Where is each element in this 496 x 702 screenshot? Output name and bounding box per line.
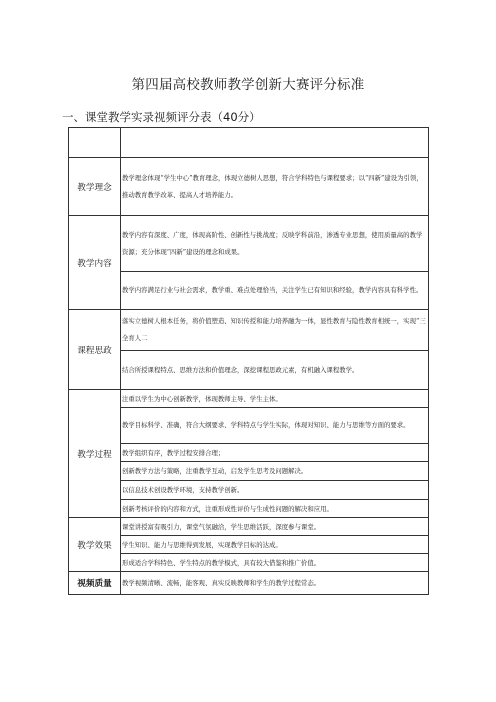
criteria-cell: 教学目标科学、准确，符合大纲要求、学科特点与学生实际，体现对知识、能力与思维等方面的要求。	[121, 408, 429, 444]
table-row	[69, 518, 429, 536]
criteria-cell: 教学内容满足行业与社会需求，教学重、难点处理恰当，关注学生已有知识和经验，教学内容具有科学性。	[121, 272, 429, 310]
section-title: 一、课堂教学实录视频评分表（40分）	[62, 110, 261, 124]
criteria-cell: 形成适合学科特色、学生特点的教学模式，具有较大借鉴和推广价值。	[121, 554, 429, 572]
category-cell: 教学效果	[69, 518, 121, 572]
criteria-cell: 教学视频清晰、流畅，能客观、真实反映教师和学生的教学过程常态。	[121, 572, 429, 595]
criteria-cell: 学生知识、能力与思维得到发展，实现教学目标的达成。	[121, 536, 429, 554]
table-row	[69, 444, 429, 462]
criteria-cell: 教学组织有序，教学过程安排合理；	[121, 444, 429, 462]
criteria-cell: 教学理念体现“学生中心”教育理念，体现立德树人思想，符合学科特色与课程要求；以“四新”建设为引领，推动教育教学改革、提高人才培养能力。	[121, 158, 429, 216]
table-row	[69, 272, 429, 310]
scoring-table	[68, 127, 429, 595]
header-cell-empty	[121, 128, 429, 158]
table-row	[69, 158, 429, 216]
table-row	[69, 554, 429, 572]
table-row	[69, 351, 429, 390]
table-row	[69, 481, 429, 500]
category-cell: 教学过程	[69, 390, 121, 518]
category-cell: 教学理念	[69, 158, 121, 216]
criteria-cell: 教学内容有深度、广度，体现高阶性、创新性与挑战度；反映学科前沿，渗透专业思想，使用质量高的教学资源；充分体现“四新”建设的理念和成果。	[121, 216, 429, 272]
criteria-cell: 落实立德树人根本任务，将价值塑造、知识传授和能力培养融为一体，显性教育与隐性教育相统一，实现“三全育人二	[121, 310, 429, 351]
header-cell-empty	[69, 128, 121, 158]
table-row	[69, 536, 429, 554]
category-cell: 视频质量	[69, 572, 121, 595]
table-row	[69, 572, 429, 595]
criteria-cell: 注重以学生为中心创新教学，体现教师主导、学生主体。	[121, 390, 429, 408]
table-row	[69, 390, 429, 408]
table-row	[69, 462, 429, 481]
criteria-cell: 以信息技术创设教学环境，支持教学创新。	[121, 481, 429, 500]
table-row	[69, 408, 429, 444]
table-row	[69, 216, 429, 272]
criteria-cell: 创新考核评价的内容和方式，注重形成性评价与生成性问题的解决和应用。	[121, 500, 429, 518]
category-cell: 课程思政	[69, 310, 121, 390]
category-cell: 教学内容	[69, 216, 121, 310]
criteria-cell: 创新教学方法与策略，注重教学互动，启发学生思考及问题解决。	[121, 462, 429, 481]
document-title: 第四届高校教师教学创新大赛评分标准	[131, 77, 365, 93]
criteria-cell: 结合所授课程特点、思维方法和价值理念，深挖课程思政元素，有机融入课程教学。	[121, 351, 429, 390]
table-header-row	[69, 128, 429, 158]
table-row	[69, 500, 429, 518]
table-row	[69, 310, 429, 351]
criteria-cell: 课堂讲授富有吸引力，课堂气氛融洽，学生思维活跃，深度参与课堂。	[121, 518, 429, 536]
